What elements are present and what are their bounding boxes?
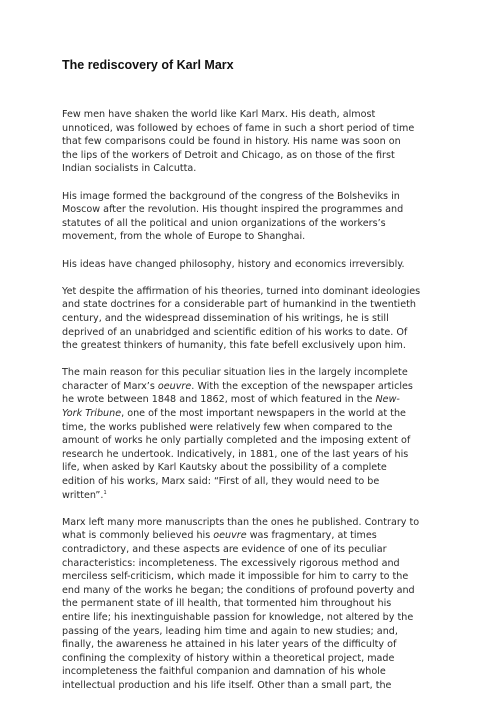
text-line: the lips of the workers of Detroit and Chicago, as on those of the first: [62, 149, 395, 161]
text-line: end many of the works he began; the conditions of profound poverty and: [62, 584, 415, 596]
italic-term: New-: [375, 394, 400, 406]
text-line: Indian socialists in Calcutta.: [62, 163, 197, 175]
paragraph-5: [62, 366, 448, 502]
text-line: characteristics: incompleteness. The excessively rigorous method and: [62, 557, 400, 569]
text-line: Few men have shaken the world like Karl Marx. His death, almost: [62, 109, 376, 120]
text-line: and state doctrines for a considerable part of humankind in the twentieth: [62, 299, 416, 311]
text-line: His image formed the background of the congress of the Bolsheviks in: [62, 190, 400, 202]
italic-term: oeuvre: [157, 380, 192, 392]
text-line: contradictory, and these aspects are evidence of one of its peculiar: [62, 544, 387, 555]
paragraph-2: [62, 190, 448, 244]
text-line: amount of works he only partially completed and the imposing extent of: [62, 435, 411, 447]
text-line: Moscow after the revolution. His thought inspired the programmes and: [62, 204, 404, 216]
italic-term: oeuvre: [213, 530, 247, 542]
text-line: edition of his works, Marx said: “First of all, they would need to be: [62, 476, 380, 488]
text-line: time, the works published were relatively few when compared to the: [62, 421, 393, 433]
text-line: entire life; his inextinguishable passion for knowledge, not altered by the: [62, 611, 414, 623]
text-line: century, and the widespread dissemination of his writings, he is still: [62, 312, 389, 324]
text-line: [62, 407, 448, 421]
text-line: [62, 489, 448, 503]
text-line: The main reason for this peculiar situation lies in the largely incomplete: [62, 367, 408, 379]
text-line: passing of the years, leading him time and again to new studies; and,: [62, 625, 398, 637]
text-line: Yet despite the affirmation of his theories, turned into dominant ideologies: [62, 285, 421, 297]
text-line: movement, from the whole of Europe to Shanghai.: [62, 231, 306, 243]
text-line: life, when asked by Karl Kautsky about the possibility of a complete: [62, 462, 387, 474]
paragraph-3: [62, 258, 448, 272]
text-line: [62, 529, 448, 543]
text-line: His ideas have changed philosophy, history and economics irreversibly.: [62, 258, 405, 270]
paragraph-4: [62, 285, 448, 353]
text-line: confining the complexity of history within a theoretical project, made: [62, 652, 395, 664]
text-line: incompleteness the faithful companion and damnation of his whole: [62, 666, 386, 678]
text-line: Marx left many more manuscripts than the ones he published. Contrary to: [62, 516, 420, 528]
document-title: The rediscovery of Karl Marx: [62, 58, 234, 72]
italic-term: York Tribune: [62, 408, 122, 420]
text-line: intellectual production and his life itself. Other than a small part, the: [62, 679, 392, 691]
text-line: merciless self-criticism, which made it impossible for him to carry to the: [62, 571, 409, 583]
footnote-marker[interactable]: 1: [103, 489, 107, 496]
text-line: research he undertook. Indicatively, in 1881, one of the last years of his: [62, 448, 409, 460]
text-run: what is commonly believed his: [62, 530, 214, 542]
text-run: written”.: [62, 489, 104, 501]
text-line: unnoticed, was followed by echoes of fame in such a short period of time: [62, 122, 415, 134]
document-body: [62, 108, 448, 706]
text-line: [62, 380, 448, 394]
text-run: character of Marx’s: [62, 380, 158, 392]
paragraph-6: [62, 516, 448, 693]
text-line: [62, 393, 448, 407]
text-line: the greatest thinkers of humanity, this fate befell exclusively upon him.: [62, 340, 406, 352]
text-line: statutes of all the political and union organizations of the workers’s: [62, 217, 386, 229]
text-line: the permanent state of ill health, that tormented him throughout his: [62, 598, 392, 610]
text-run: was fragmentary, at times: [246, 530, 377, 542]
text-run: he wrote between 1848 and 1862, most of which featured in the: [62, 394, 376, 406]
paragraph-1: [62, 108, 448, 176]
text-line: finally, the awareness he attained in his later years of the difficulty of: [62, 639, 397, 651]
text-run: , one of the most important newspapers in the world at the: [121, 408, 406, 420]
text-line: that few comparisons could be found in history. His name was soon on: [62, 136, 401, 148]
text-line: deprived of an unabridged and scientific edition of his works to date. Of: [62, 326, 408, 338]
text-run: . With the exception of the newspaper articles: [191, 380, 413, 392]
